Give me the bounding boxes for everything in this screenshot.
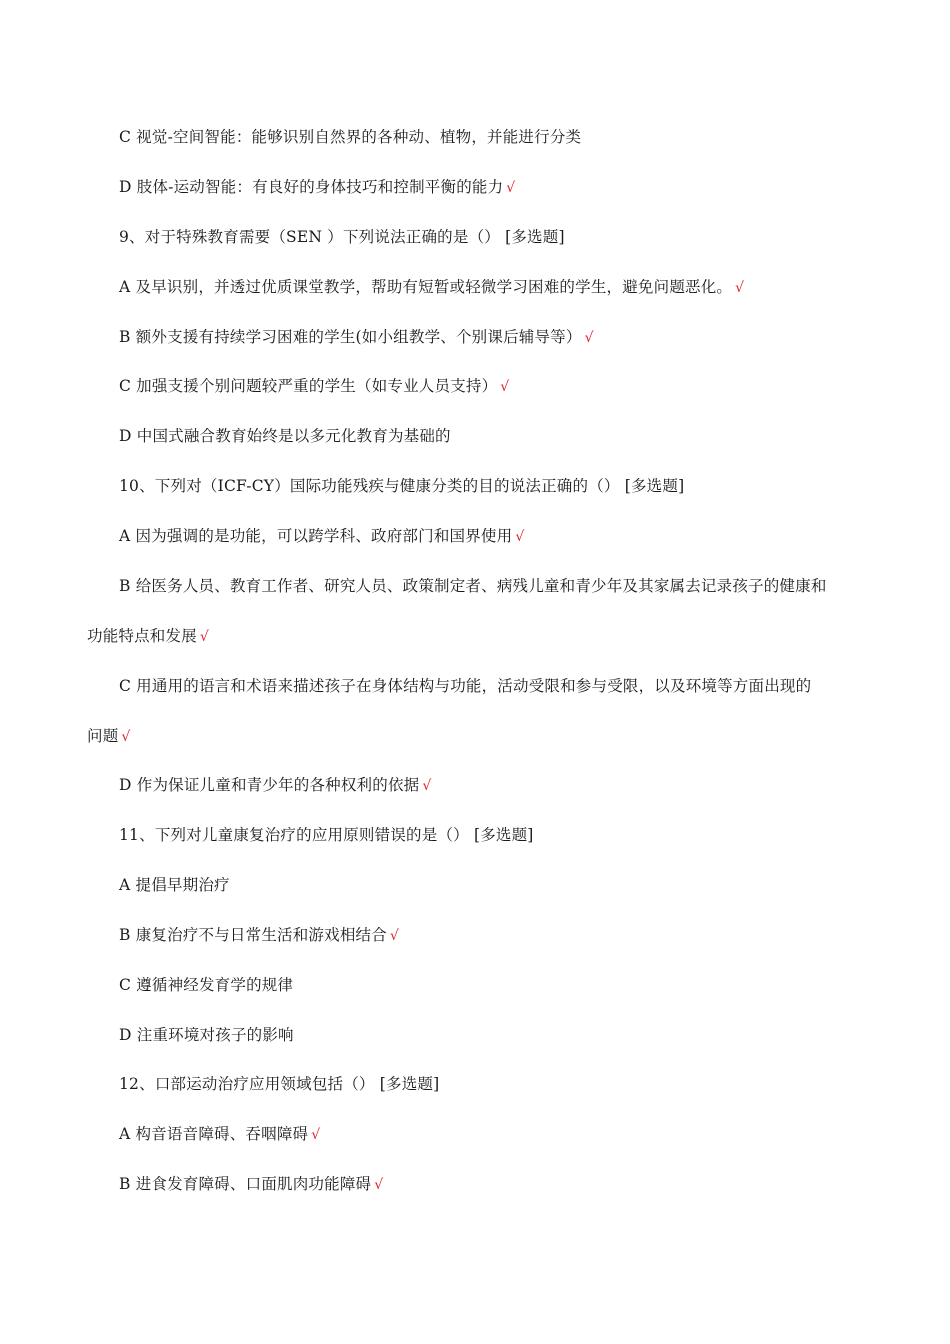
option-9a bbox=[119, 277, 744, 298]
option-text: A 提倡早期治疗 bbox=[119, 876, 230, 894]
option-10d bbox=[119, 775, 431, 796]
option-10b-continued bbox=[87, 626, 209, 647]
option-text: A 及早识别，并透过优质课堂教学，帮助有短暂或轻微学习困难的学生，避免问题恶化。 bbox=[119, 278, 733, 296]
option-text: B 额外支援有持续学习困难的学生(如小组教学、个别课后辅导等） bbox=[119, 328, 582, 346]
option-10b bbox=[119, 576, 827, 596]
option-text: D 中国式融合教育始终是以多元化教育为基础的 bbox=[119, 427, 451, 445]
option-9c bbox=[119, 376, 509, 397]
option-8c bbox=[119, 127, 581, 147]
option-9b bbox=[119, 327, 594, 348]
option-11b bbox=[119, 925, 399, 946]
option-text: 功能特点和发展 bbox=[87, 627, 197, 645]
question-11 bbox=[119, 825, 534, 845]
check-mark-icon: √ bbox=[422, 778, 432, 794]
option-text: C 加强支援个别问题较严重的学生（如专业人员支持） bbox=[119, 377, 498, 395]
option-11d bbox=[119, 1025, 294, 1045]
option-text: B 给医务人员、教育工作者、研究人员、政策制定者、病残儿童和青少年及其家属去记录孩子的健康和 bbox=[119, 577, 827, 595]
check-mark-icon: √ bbox=[506, 180, 516, 196]
option-text: B 进食发育障碍、口面肌肉功能障碍 bbox=[119, 1175, 372, 1193]
option-text: A 因为强调的是功能，可以跨学科、政府部门和国界使用 bbox=[119, 527, 513, 545]
question-text: 11、下列对儿童康复治疗的应用原则错误的是（） [多选题] bbox=[119, 826, 534, 844]
option-11c bbox=[119, 975, 293, 995]
option-10c-continued bbox=[87, 726, 131, 747]
check-mark-icon: √ bbox=[735, 280, 745, 296]
option-text: C 用通用的语言和术语来描述孩子在身体结构与功能，活动受限和参与受限，以及环境等方面出现的 bbox=[119, 677, 812, 695]
option-10a bbox=[119, 526, 524, 547]
question-12 bbox=[119, 1074, 439, 1094]
check-mark-icon: √ bbox=[374, 1177, 384, 1193]
check-mark-icon: √ bbox=[584, 330, 594, 346]
option-12b bbox=[119, 1174, 383, 1195]
option-text: C 遵循神经发育学的规律 bbox=[119, 976, 294, 994]
check-mark-icon: √ bbox=[121, 729, 131, 745]
check-mark-icon: √ bbox=[199, 629, 210, 645]
question-text: 9、对于特殊教育需要（SEN ）下列说法正确的是（） [多选题] bbox=[119, 228, 565, 246]
option-text: D 注重环境对孩子的影响 bbox=[119, 1026, 294, 1044]
option-12a bbox=[119, 1124, 320, 1145]
option-text: B 康复治疗不与日常生活和游戏相结合 bbox=[119, 926, 387, 944]
option-8d bbox=[119, 177, 515, 198]
question-text: 10、下列对（ICF-CY）国际功能残疾与健康分类的目的说法正确的（） [多选题] bbox=[119, 477, 685, 495]
option-9d bbox=[119, 426, 451, 446]
check-mark-icon: √ bbox=[389, 928, 400, 944]
option-text: C 视觉-空间智能：能够识别自然界的各种动、植物，并能进行分类 bbox=[119, 128, 582, 146]
option-10c bbox=[119, 676, 811, 696]
question-10 bbox=[119, 476, 684, 496]
option-text: A 构音语音障碍、吞咽障碍 bbox=[119, 1125, 309, 1143]
option-11a bbox=[119, 875, 230, 895]
question-9 bbox=[119, 227, 565, 247]
option-text: D 作为保证儿童和青少年的各种权利的依据 bbox=[119, 776, 420, 794]
option-text: 问题 bbox=[87, 727, 119, 745]
check-mark-icon: √ bbox=[500, 379, 510, 395]
question-text: 12、口部运动治疗应用领域包括（） [多选题] bbox=[119, 1075, 440, 1093]
check-mark-icon: √ bbox=[311, 1127, 321, 1143]
check-mark-icon: √ bbox=[515, 529, 525, 545]
option-text: D 肢体-运动智能：有良好的身体技巧和控制平衡的能力 bbox=[119, 178, 504, 196]
